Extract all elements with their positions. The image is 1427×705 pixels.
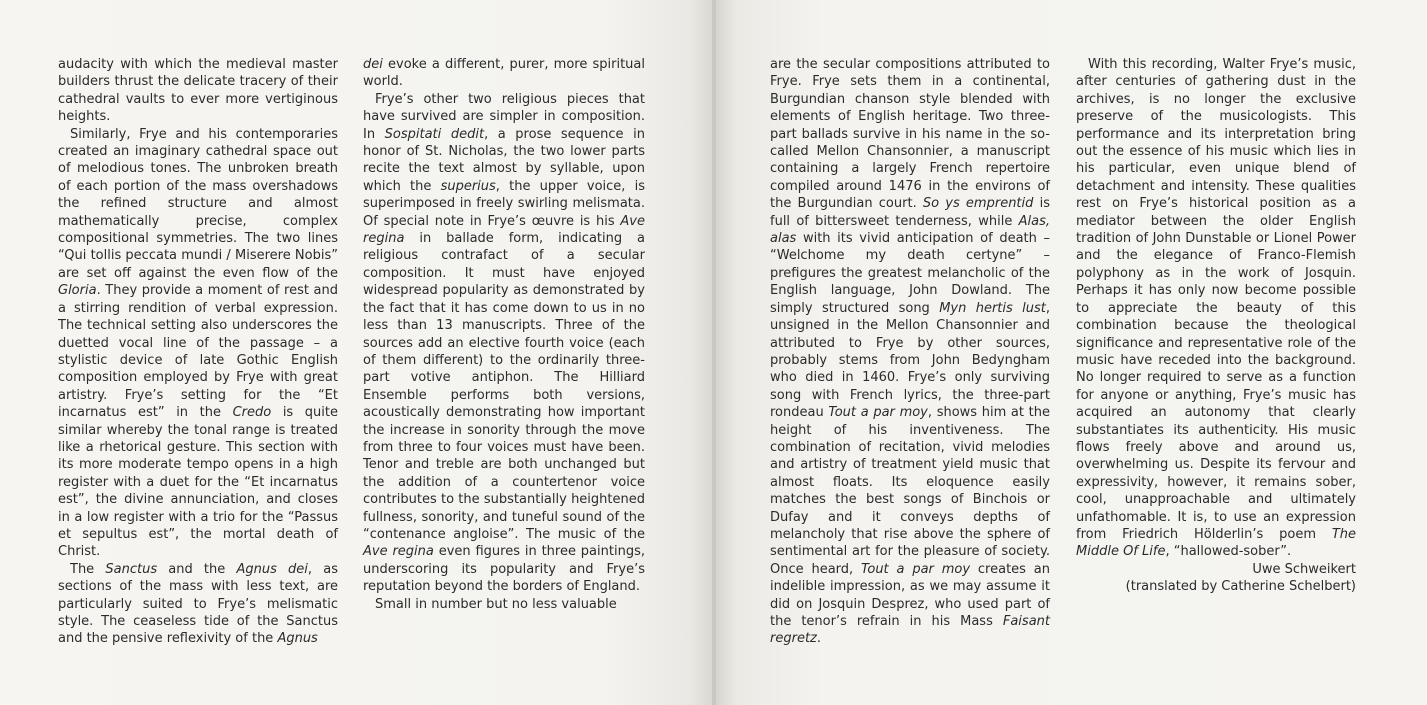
italic-title: dei — [363, 57, 383, 72]
author-signature: Uwe Schweikert — [1252, 561, 1356, 577]
paragraph — [58, 126, 338, 561]
text-run: and the — [157, 561, 237, 577]
text-run: , a prose sequence in honor of St. Nicholas, the two lower parts recite the text almost by syllable, upon which the — [363, 126, 645, 194]
text-run: are the secular compositions attributed to Frye. Frye sets them in a continental, Burgundian chanson style blended with elements of English heritage. Two three-part ballads survive in his name in the so-called Mellon Chansonnier, a manuscript containing a largely French repertoire compiled around 1476 in the environs of the Burgundian court. — [770, 57, 1050, 212]
text-run: , the upper voice, is superimposed in freely swirling melismata. Of special note in Frye’s œuvre is his — [363, 178, 645, 229]
text-run: With this recording, Walter Frye’s music, after centuries of gathering dust in the archives, is no longer the exclusive preserve of the musicologists. This performance and its interpretation bring out the essence of his music which lies in his particular, even unique blend of detachment and intensity. These qualities rest on Frye’s historical position as a mediator between the older English tradition of John Dunstable or Lionel Power and the elegance of Franco-Flemish polyphony as in the work of Josquin. Perhaps it has only now become possible to appreciate the beauty of this combination because the theological significance and representative role of the music have receded into the background. No longer required to serve as a function for anyone or anything, Frye’s music has acquired an autonomy that clearly substantiates its authenticity. His music flows freely above and around us, overwhelming us. Despite its fervour and expressivity, however, it remains sober, cool, unapproachable and ultimately unfathomable. It is, to use an expression from Friedrich Hölderlin’s poem — [1076, 57, 1356, 542]
italic-title: Ave regina — [363, 544, 434, 560]
text-run: , as sections of the mass with less text, are particularly suited to Frye’s melismatic style. The ceaseless tide of the Sanctus and the pensive reflexivity of the — [58, 561, 338, 647]
italic-title: Ave regina — [363, 213, 645, 247]
text-run: , shows him at the height of his inventiveness. The combination of recitation, vivid melodies and artistry of treatment yield music that almost floats. Its eloquence easily matches the best songs of Binchois or Dufay and it conveys depths of melancholy that rise above the sphere of sentimental art for the pleasure of society. Once heard, — [770, 405, 1050, 577]
italic-title: superius — [440, 178, 496, 194]
paragraph: audacity with which the medieval master builders thrust the delicate tracery of their cathedral vaults to ever more vertiginous heights. — [58, 57, 338, 125]
translator-credit: (translated by Catherine Schelbert) — [1125, 579, 1356, 595]
text-run: in ballade form, indicating a religious contrafact of a secular composition. It must have enjoyed widespread popularity as demonstrated by the fact that it has come down to us in no less than 13 manuscripts. Three of the sources add an elective fourth voice (each of them different) to the ordinarily three-part votive antiphon. The Hilliard Ensemble performs both versions, acoustically demonstrating how important the increase in sonority through the move from three to four voices must have been. Tenor and treble are both unchanged but the addition of a countertenor voice contributes to the substantially heightened fullness, sonority, and tuneful sound of the “contenance angloise”. The music of the — [363, 231, 645, 542]
paragraph — [1076, 56, 1356, 561]
paragraph — [363, 91, 645, 596]
italic-title: Sanctus — [105, 561, 158, 577]
italic-title: Credo — [232, 405, 272, 421]
italic-title: The Middle Of Life — [1076, 526, 1356, 560]
text-column-3 — [770, 56, 1050, 648]
text-run: even figures in three paintings, underscoring its popularity and Frye’s reputation beyond the borders of England. — [363, 544, 645, 595]
text-run: creates an indelible impression, as we may assume it did on Josquin Desprez, who used part of the tenor’s refrain in his Mass — [770, 561, 1050, 629]
italic-title: So ys emprentid — [922, 196, 1034, 212]
text-run: evoke a different, purer, more spiritual world. — [363, 57, 645, 90]
italic-title: Sospitati dedit — [384, 126, 485, 142]
text-run: The — [70, 561, 106, 577]
paragraph — [58, 561, 338, 648]
text-column-4 — [1076, 56, 1356, 596]
text-run: is full of bittersweet tenderness, while — [770, 196, 1050, 229]
paragraph: Small in number but no less valuable — [375, 596, 617, 612]
text-run: is quite similar whereby the tonal range is treated like a rhetorical gesture. This section with its more moderate tempo opens in a high register with a duet for the “Et incarnatus est”, the divine annunciation, and closes in a low register with a trio for the “Passus et sepultus est”, the mortal death of Christ. — [58, 405, 338, 560]
left-page — [0, 0, 712, 705]
paragraph — [363, 56, 645, 91]
text-run: with its vivid anticipation of death – “Welchome my death certyne” – prefigures the greatest melancholic of the English language, John Dowland. The simply structured song — [770, 231, 1050, 316]
italic-title: Tout a par moy — [861, 561, 971, 577]
italic-title: Gloria — [58, 283, 97, 299]
italic-title: Tout a par moy — [828, 405, 928, 421]
text-run: Similarly, Frye and his contemporaries created an imaginary cathedral space out of melodious tones. The unbroken breath of each portion of the mass overshadows the refined structure and almost mathematically precise, complex compositional symmetries. The two lines “Qui tollis peccata mundi / Miserere Nobis” are set off against the even flow of the — [58, 126, 338, 281]
text-run: , unsigned in the Mellon Chansonnier and attributed to Frye by other sources, probably stems from John Bedyngham who died in 1460. Frye’s only surviving song with French lyrics, the three-part rondeau — [770, 300, 1051, 421]
text-run: Frye’s other two religious pieces that have survived are simpler in composition. In — [363, 91, 645, 142]
italic-title: Faisant regretz — [770, 614, 1050, 647]
italic-title: Alas, alas — [770, 213, 1050, 247]
text-column-1 — [58, 56, 338, 648]
italic-title: Agnus dei — [236, 561, 308, 577]
text-run: . — [816, 631, 821, 647]
italic-title: Agnus — [277, 631, 318, 647]
italic-title: Myn hertis lust — [939, 300, 1046, 316]
paragraph — [770, 56, 1050, 648]
text-run: , “hallowed-sober”. — [1165, 544, 1292, 560]
text-column-2 — [363, 56, 645, 613]
text-run: . They provide a moment of rest and a stirring rendition of verbal expression. The technical setting also underscores the duetted vocal line of the passage – a stylistic device of late Gothic English composition employed by Frye with great artistry. Frye’s setting for the “Et incarnatus est” in the — [58, 283, 338, 421]
